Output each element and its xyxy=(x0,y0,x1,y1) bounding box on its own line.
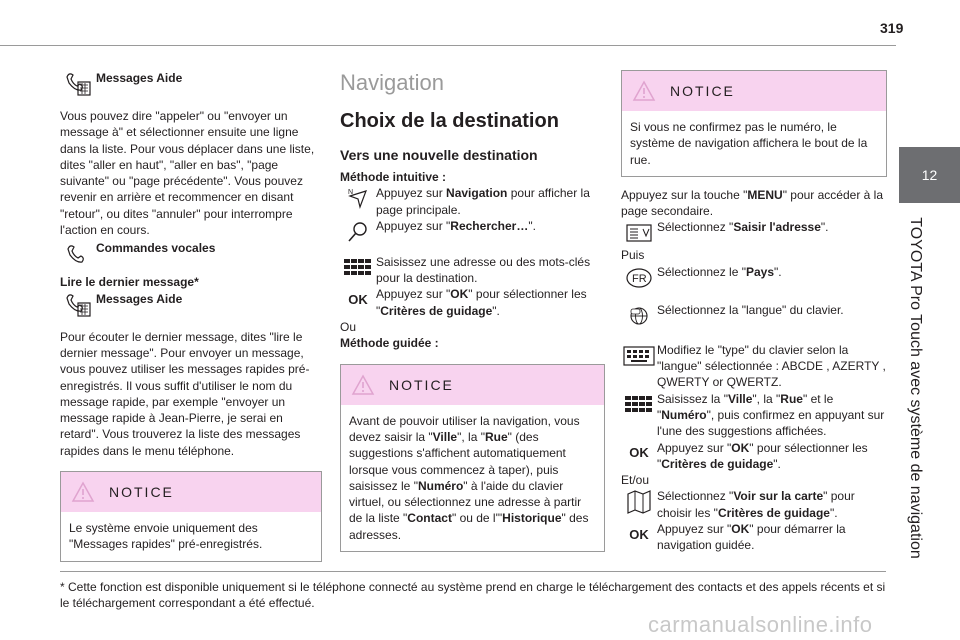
step-langue xyxy=(621,302,887,330)
search-icon xyxy=(340,218,376,246)
notice-box-1 xyxy=(60,471,322,562)
column-1 xyxy=(60,70,322,562)
svg-text:N: N xyxy=(348,189,354,197)
step-pays xyxy=(621,264,887,292)
puis-label: Puis xyxy=(621,248,645,263)
warning-triangle-icon xyxy=(632,80,656,102)
step-saisir-text: Sélectionnez "Saisir l'adresse". xyxy=(657,220,829,235)
country-icon xyxy=(621,264,657,292)
messages-aide-row xyxy=(60,70,322,98)
notice-text: Si vous ne confirmez pas le numéro, le système de navigation affichera le bout de la rue. xyxy=(630,120,868,167)
step-saisir-adresse xyxy=(621,219,887,247)
commandes-vocales-row xyxy=(60,240,322,268)
menu-instruction: Appuyez sur la touche "MENU" pour accéder à la page secondaire. xyxy=(621,187,884,219)
chapter-title-text: TOYOTA Pro Touch avec système de navigation xyxy=(907,216,924,559)
step-ok-1 xyxy=(621,440,887,473)
keyboard-icon xyxy=(340,254,376,282)
step-ok-text: Appuyez sur "OK" pour sélectionner les "Critères de guidage". xyxy=(376,287,587,318)
top-rule xyxy=(0,45,896,46)
messages-aide-label-2: Messages Aide xyxy=(96,291,183,306)
step-pays-text: Sélectionnez le "Pays". xyxy=(657,264,782,279)
footnote-rule xyxy=(60,571,886,572)
notice-header xyxy=(622,71,886,111)
notice-label: NOTICE xyxy=(109,484,174,501)
step-ok xyxy=(340,286,605,319)
step-ok-2-text: Appuyez sur "OK" pour démarrer la navigation guidée. xyxy=(657,522,846,553)
commandes-vocales-label: Commandes vocales xyxy=(96,241,216,256)
notice-box-2 xyxy=(340,364,605,552)
step-langue-text: Sélectionnez la "langue" du clavier. xyxy=(657,302,844,317)
column-2 xyxy=(340,70,605,552)
page-number: 319 xyxy=(880,20,904,36)
section-heading: Navigation xyxy=(340,70,444,95)
ou-label: Ou xyxy=(340,320,357,335)
messages-aide-row-2 xyxy=(60,291,322,319)
notice-header xyxy=(61,472,321,512)
notice-header xyxy=(341,365,604,405)
ok-icon: OK xyxy=(629,445,649,461)
address-icon xyxy=(621,219,657,247)
column-3 xyxy=(621,70,887,554)
ok-icon: OK xyxy=(348,292,368,308)
step-type xyxy=(621,342,887,391)
language-icon xyxy=(621,302,657,330)
voice-instructions: Vous pouvez dire "appeler" ou "envoyer un message à" et sélectionner ensuite une ligne dans la liste. Pour vous déplacer dans une liste, dites "aller en haut", "aller en bas", "page suivante" ou "page précédente". Vous pouvez revenir en arrière et recommencer en disant "retour", ou dites "annuler" pour interrompre l'action en cours. xyxy=(60,109,315,238)
step-ok-1-text: Appuyez sur "OK" pour sélectionner les "Critères de guidage". xyxy=(657,440,868,471)
warning-triangle-icon xyxy=(351,374,375,396)
notice-label: NOTICE xyxy=(389,376,454,393)
step-search xyxy=(340,218,605,246)
section-subheading: Choix de la destination xyxy=(340,110,559,132)
voice-phone-icon xyxy=(60,70,96,98)
step-type-text: Modifiez le "type" du clavier selon la "langue" sélectionnée : ABCDE , AZERTY , QWERTY or QWERTZ. xyxy=(657,342,886,390)
step-search-text: Appuyez sur "Rechercher…". xyxy=(376,218,536,233)
step-carte xyxy=(621,488,887,521)
map-icon xyxy=(621,488,657,516)
voice-phone-icon xyxy=(60,291,96,319)
chapter-title xyxy=(898,205,932,570)
notice-box-3 xyxy=(621,70,887,177)
lire-dernier-message: Lire le dernier message* xyxy=(60,275,199,290)
messages-aide-label: Messages Aide xyxy=(96,71,183,85)
chapter-tab[interactable]: 12 xyxy=(899,147,960,203)
methode-intuitive: Méthode intuitive : xyxy=(340,170,446,184)
keyboard-icon xyxy=(621,391,657,419)
step-navigation xyxy=(340,185,605,218)
voice-icon xyxy=(60,240,96,268)
keyboard-icon xyxy=(621,342,657,370)
navigation-icon xyxy=(340,185,376,213)
ok-icon: OK xyxy=(629,526,649,542)
methode-guidee: Méthode guidée : xyxy=(340,336,439,351)
step-keyboard xyxy=(340,254,605,287)
step-keyboard-text: Saisissez une adresse ou des mots-clés pour la destination. xyxy=(376,254,591,286)
last-message-instructions: Pour écouter le dernier message, dites "lire le dernier message". Pour envoyer un message, vous pouvez utiliser les messages rapides pré-enregistrés. Il vous suffit d'utiliser le nom du message rapide, par exemple "envoyer un message rapide à Jean-Pierre, je serai en retard". Vous trouverez la liste des messages rapides dans le menu téléphone. xyxy=(60,329,310,458)
step-ville-text: Saisissez la "Ville", la "Rue" et le "Numéro", puis confirmez en appuyant sur l'une des suggestions affichées. xyxy=(657,391,885,439)
etou-label: Et/ou xyxy=(621,473,650,488)
subsection-heading: Vers une nouvelle destination xyxy=(340,147,538,163)
step-carte-text: Sélectionnez "Voir sur la carte" pour choisir les "Critères de guidage". xyxy=(657,489,855,520)
footnote: * Cette fonction est disponible uniquement si le téléphone connecté au système prend en charge le téléchargement des contacts et des appels récents et si le téléchargement correspondant a été effectué. xyxy=(60,580,886,611)
notice-label: NOTICE xyxy=(670,83,735,99)
watermark: carmanualsonline.info xyxy=(648,612,873,637)
step-ok-2 xyxy=(621,521,887,554)
notice-text: Avant de pouvoir utiliser la navigation, vous devez saisir la "Ville", la "Rue" (des suggestions s'affichent automatiquement lorsque vous commencez à taper), puis saisissez le "Numéro" à l'aide du clavier virtuel, ou sélectionnez une adresse à partir de la liste "Contact" ou de l'"Historique" des adresses. xyxy=(349,413,589,542)
warning-triangle-icon xyxy=(71,481,95,503)
country-code-label: FR xyxy=(632,272,647,285)
step-navigation-text: Appuyez sur Navigation pour afficher la page principale. xyxy=(376,186,590,217)
notice-text: Le système envoie uniquement des "Messages rapides" pré-enregistrés. xyxy=(69,521,263,552)
step-ville xyxy=(621,391,887,440)
